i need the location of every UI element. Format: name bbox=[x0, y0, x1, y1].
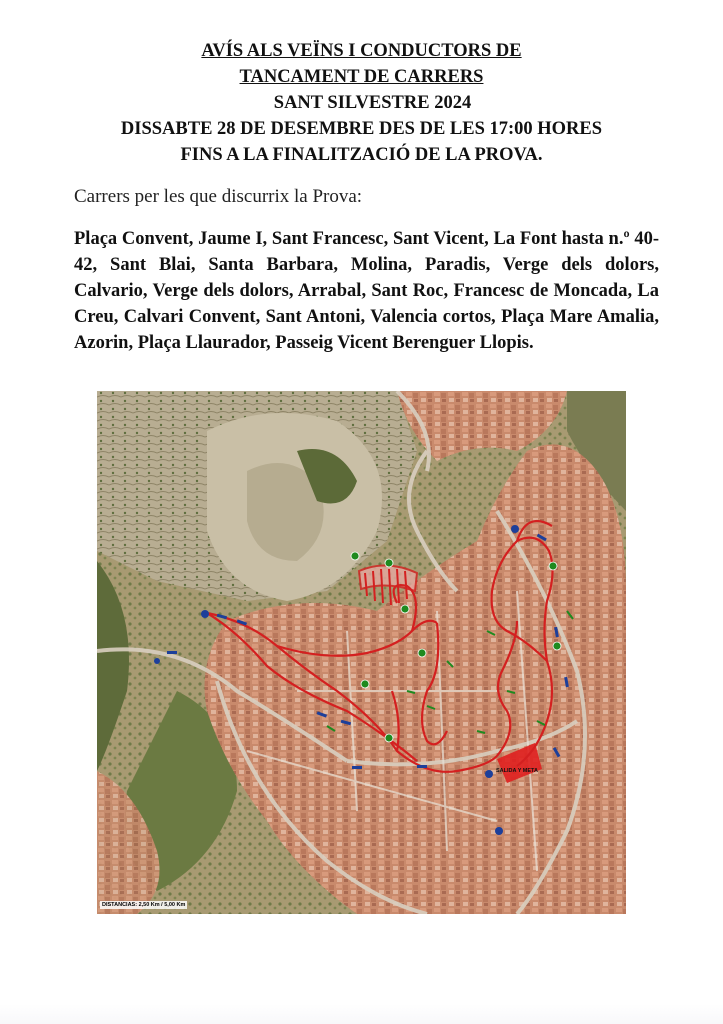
header-line-1: AVÍS ALS VEÏNS I CONDUCTORS DE bbox=[201, 41, 522, 61]
aerial-map-image bbox=[97, 391, 626, 914]
route-map bbox=[97, 391, 626, 914]
header-line-3: SANT SILVESTRE 2024 bbox=[273, 93, 472, 113]
notice-header bbox=[0, 38, 723, 168]
distance-label: DISTANCIAS: 2,50 Km / 5,00 Km bbox=[102, 902, 186, 908]
start-finish-label: SALIDA Y META bbox=[496, 768, 538, 774]
header-line-5: FINS A LA FINALITZACIÓ DE LA PROVA. bbox=[180, 145, 543, 165]
header-line-2: TANCAMENT DE CARRERS bbox=[239, 67, 484, 87]
intro-text: Carrers per les que discurrix la Prova: bbox=[74, 186, 363, 207]
header-line-4: DISSABTE 28 DE DESEMBRE DES DE LES 17:00 HORES bbox=[120, 119, 603, 139]
street-list: Plaça Convent, Jaume I, Sant Francesc, Sant Vicent, La Font hasta n.º 40-42, Sant Blai, Santa Barbara, Molina, Paradis, Verge dels dolors, Calvario, Verge dels dolors, Arrabal, Sant Roc, Francesc de Moncada, La Creu, Calvari Convent, Sant Antoni, Valencia cortos, Plaça Mare Amalia, Azorin, Plaça Llaurador, Passeig Vicent Berenguer Llopis. bbox=[74, 229, 659, 353]
scan-edge bbox=[0, 1004, 723, 1024]
